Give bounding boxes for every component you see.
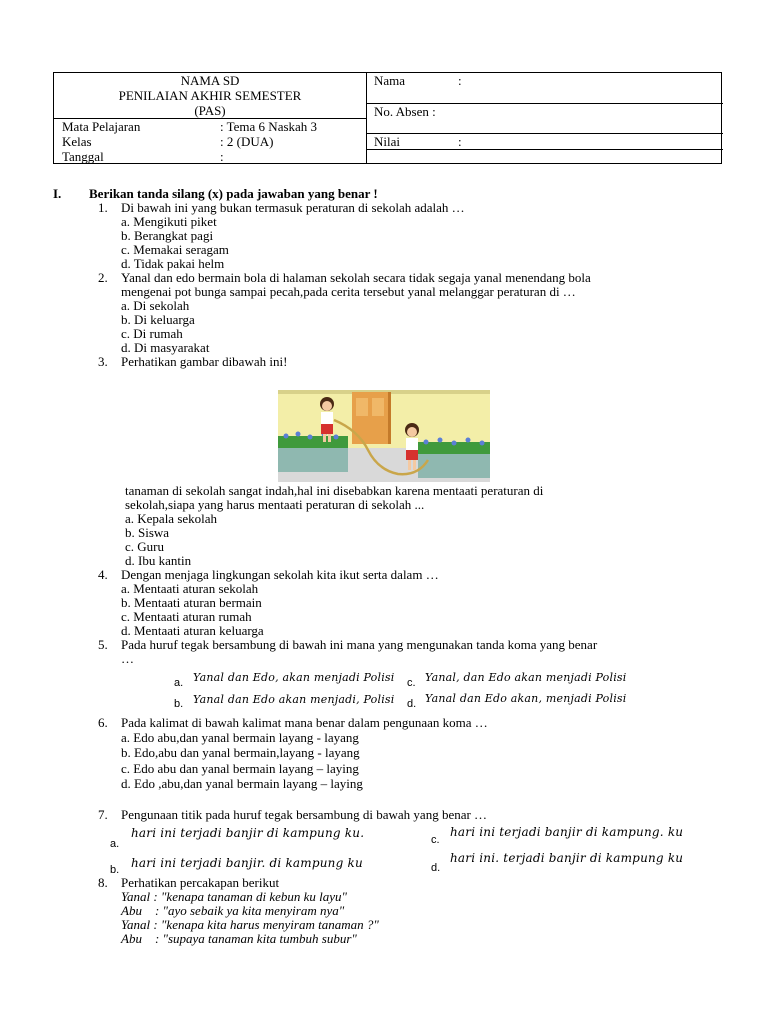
q3-option-a: a. Kepala sekolah <box>125 511 218 526</box>
q7-option-d-letter: d. <box>431 862 441 874</box>
q5-option-b-text: Yanal dan Edo akan menjadi, Polisi <box>193 693 395 706</box>
q4-text: Dengan menjaga lingkungan sekolah kita ikut serta dalam … <box>121 567 439 582</box>
children-watering-plants-illustration <box>278 390 490 482</box>
subject-label: Mata Pelajaran <box>62 119 141 134</box>
q3-option-b: b. Siswa <box>125 525 170 540</box>
q8-dialog-line-1: Yanal : "kenapa tanaman di kebun ku layu" <box>121 889 347 904</box>
q5-line2: … <box>121 651 134 666</box>
q6-option-d: d. Edo ,abu,dan yanal bermain layang – laying <box>121 776 363 791</box>
score-colon: : <box>458 134 462 149</box>
q5-option-a-letter: a. <box>174 677 184 689</box>
q8-number: 8. <box>98 875 108 890</box>
q1-option-b: b. Berangkat pagi <box>121 228 214 243</box>
q2-option-a: a. Di sekolah <box>121 298 190 313</box>
q8-dialog-line-3: Yanal : "kenapa kita harus menyiram tanaman ?" <box>121 917 379 932</box>
q1-option-d: d. Tidak pakai helm <box>121 256 225 271</box>
q6-option-b: b. Edo,abu dan yanal bermain,layang - layang <box>121 745 360 760</box>
q2-option-d: d. Di masyarakat <box>121 340 210 355</box>
name-label: Nama <box>374 73 406 88</box>
q2-option-c: c. Di rumah <box>121 326 183 341</box>
exam-subtitle: (PAS) <box>194 103 226 118</box>
q5-option-d-text: Yanal dan Edo akan, menjadi Polisi <box>425 692 627 705</box>
q7-option-a-text: hari ini terjadi banjir di kampung ku. <box>131 826 365 840</box>
q7-option-b-text: hari ini terjadi banjir. di kampung ku <box>131 856 363 870</box>
subject-value: : Tema 6 Naskah 3 <box>220 119 318 134</box>
q5-option-c-text: Yanal, dan Edo akan menjadi Polisi <box>425 671 627 684</box>
section-number: I. <box>53 186 62 201</box>
name-colon: : <box>458 73 462 88</box>
q5-number: 5. <box>98 637 108 652</box>
q5-option-c-letter: c. <box>407 677 416 689</box>
q7-option-d-text: hari ini. terjadi banjir di kampung ku <box>450 851 684 865</box>
q4-option-a: a. Mentaati aturan sekolah <box>121 581 259 596</box>
q5-option-b-letter: b. <box>174 698 184 710</box>
q7-option-c-text: hari ini terjadi banjir di kampung. ku <box>450 825 684 839</box>
q1-number: 1. <box>98 200 108 215</box>
q6-option-a: a. Edo abu,dan yanal bermain layang - layang <box>121 730 359 745</box>
q6-option-c: c. Edo abu dan yanal bermain layang – laying <box>121 761 359 776</box>
q7-option-a-letter: a. <box>110 838 120 850</box>
q7-option-c-letter: c. <box>431 834 440 846</box>
q4-option-b: b. Mentaati aturan bermain <box>121 595 262 610</box>
q3-option-c: c. Guru <box>125 539 164 554</box>
q5-line1: Pada huruf tegak bersambung di bawah ini mana yang mengunakan tanda koma yang benar <box>121 637 598 652</box>
header-rule-right-2 <box>366 133 723 134</box>
header-rule-right-3 <box>366 149 723 150</box>
class-label: Kelas <box>62 134 92 149</box>
q6-text: Pada kalimat di bawah kalimat mana benar dalam pengunaan koma … <box>121 715 488 730</box>
q4-option-d: d. Mentaati aturan keluarga <box>121 623 264 638</box>
date-value: : <box>220 149 224 164</box>
q2-line1: Yanal dan edo bermain bola di halaman sekolah secara tidak segaja yanal menendang bola <box>121 270 591 285</box>
header-table <box>53 72 722 164</box>
section-instruction: Berikan tanda silang (x) pada jawaban yang benar ! <box>89 186 378 201</box>
q6-number: 6. <box>98 715 108 730</box>
q3-line2: sekolah,siapa yang harus mentaati peraturan di sekolah ... <box>125 497 425 512</box>
q1-text: Di bawah ini yang bukan termasuk peraturan di sekolah adalah … <box>121 200 465 215</box>
q1-option-a: a. Mengikuti piket <box>121 214 217 229</box>
absen-label: No. Absen : <box>374 104 436 119</box>
score-label: Nilai <box>374 134 400 149</box>
q5-option-a-text: Yanal dan Edo, akan menjadi Polisi <box>193 671 395 684</box>
q1-option-c: c. Memakai seragam <box>121 242 229 257</box>
q4-option-c: c. Mentaati aturan rumah <box>121 609 252 624</box>
q5-option-d-letter: d. <box>407 698 417 710</box>
q7-option-b-letter: b. <box>110 864 120 876</box>
q3-option-d: d. Ibu kantin <box>125 553 192 568</box>
q3-number: 3. <box>98 354 108 369</box>
q8-text: Perhatikan percakapan berikut <box>121 875 280 890</box>
q4-number: 4. <box>98 567 108 582</box>
exam-title: PENILAIAN AKHIR SEMESTER <box>118 88 302 103</box>
q7-number: 7. <box>98 807 108 822</box>
class-value: : 2 (DUA) <box>220 134 274 149</box>
school-name: NAMA SD <box>180 73 240 88</box>
q8-dialog-line-4: Abu : "supaya tanaman kita tumbuh subur" <box>121 931 357 946</box>
q3-line1: tanaman di sekolah sangat indah,hal ini disebabkan karena mentaati peraturan di <box>125 483 544 498</box>
q2-option-b: b. Di keluarga <box>121 312 195 327</box>
q3-text: Perhatikan gambar dibawah ini! <box>121 354 288 369</box>
date-label: Tanggal <box>62 149 104 164</box>
q7-text: Pengunaan titik pada huruf tegak bersambung di bawah yang benar … <box>121 807 488 822</box>
q2-line2: mengenai pot bunga sampai pecah,pada cerita tersebut yanal melanggar peraturan di … <box>121 284 576 299</box>
q2-number: 2. <box>98 270 108 285</box>
q8-dialog-line-2: Abu : "ayo sebaik ya kita menyiram nya" <box>121 903 345 918</box>
